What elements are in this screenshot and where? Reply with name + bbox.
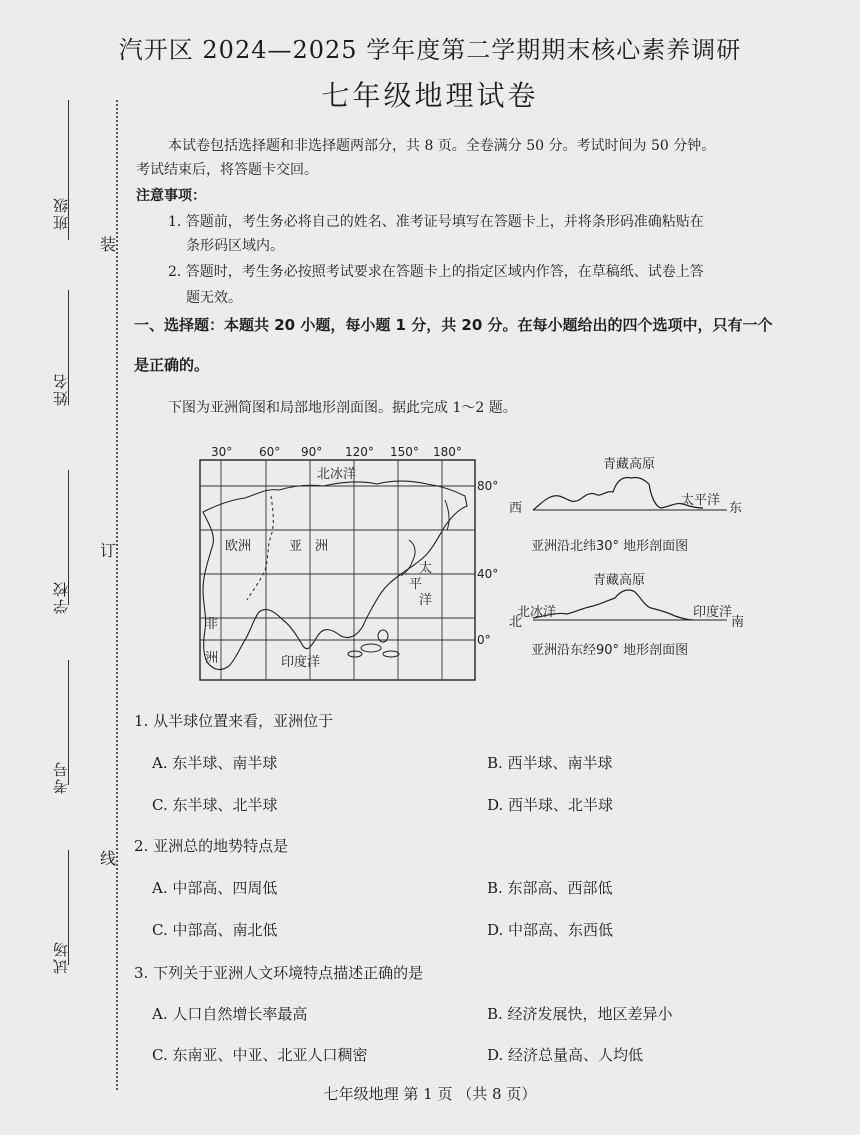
lon-label: 180° xyxy=(433,445,462,459)
notice-1b: 条形码区域内。 xyxy=(186,238,284,254)
lat-label: 0° xyxy=(477,633,491,647)
lon-label: 90° xyxy=(301,445,323,459)
profile2-indian-label: 印度洋 xyxy=(693,605,733,620)
intro-line-2: 考试结束后，将答题卡交回。 xyxy=(136,162,318,178)
notice-2a: 2. 答题时，考生务必按照考试要求在答题卡上的指定区域内作答，在草稿纸、试卷上答 xyxy=(168,264,704,280)
class-label: 班级 xyxy=(52,196,70,230)
profile-30n xyxy=(505,450,745,560)
notice-1a: 1. 答题前，考生务必将自己的姓名、准考证号填写在答题卡上，并将条形码准确粘贴在 xyxy=(168,214,704,230)
profile-90e xyxy=(505,568,750,668)
arctic-ocean-label: 北冰洋 xyxy=(317,467,357,482)
question-1-stem: 1. 从半球位置来看，亚洲位于 xyxy=(134,712,334,730)
intro-line-1: 本试卷包括选择题和非选择题两部分，共 8 页。全卷满分 50 分。考试时间为 50 分钟。 xyxy=(168,138,716,154)
question-1-option-d[interactable]: D. 西半球、北半球 xyxy=(487,796,614,814)
binding-mark-ding: 订 xyxy=(100,541,117,560)
indian-ocean-label: 印度洋 xyxy=(281,655,321,670)
question-1-option-a[interactable]: A. 东半球、南半球 xyxy=(152,754,278,772)
lat-label: 80° xyxy=(477,479,499,493)
section1-heading: 一、选择题：本题共 20 小题，每小题 1 分，共 20 分。在每小题给出的四个选项中，只有一个 xyxy=(134,316,773,334)
exam-subtitle: 七年级地理试卷 xyxy=(321,79,539,112)
profile2-arctic-label: 北冰洋 xyxy=(517,605,557,620)
pacific-label-1: 太 xyxy=(419,561,433,576)
binding-mark-xian: 线 xyxy=(100,849,117,868)
lon-label: 120° xyxy=(345,445,374,459)
pacific-label-2: 平 xyxy=(409,577,423,592)
exam-title: 汽开区 2024—2025 学年度第二学期期末核心素养调研 xyxy=(118,36,742,64)
lon-label: 150° xyxy=(390,445,419,459)
page-footer: 七年级地理 第 1 页 （共 8 页） xyxy=(323,1085,537,1103)
question-2-option-c[interactable]: C. 中部高、南北低 xyxy=(152,921,278,939)
school-label: 学校 xyxy=(52,580,70,614)
pacific-label-3: 洋 xyxy=(419,593,433,608)
lon-label: 30° xyxy=(211,445,233,459)
question-2-option-a[interactable]: A. 中部高、四周低 xyxy=(152,879,278,897)
profile2-north-label: 北 xyxy=(509,615,523,630)
asia-map xyxy=(195,440,505,690)
room-label: 试场 xyxy=(52,940,70,974)
binding-dotted-line xyxy=(116,100,118,1090)
question-3-option-d[interactable]: D. 经济总量高、人均低 xyxy=(487,1046,644,1064)
question-group-stem: 下图为亚洲简图和局部地形剖面图。据此完成 1～2 题。 xyxy=(168,400,517,416)
lon-label: 60° xyxy=(259,445,281,459)
asia-label-1: 亚 xyxy=(289,539,303,554)
question-2-option-b[interactable]: B. 东部高、西部低 xyxy=(487,879,613,897)
notice-2b: 题无效。 xyxy=(186,290,242,306)
profile1-ocean-label: 太平洋 xyxy=(681,493,721,508)
asia-label-2: 洲 xyxy=(315,539,329,554)
section1-heading-cont: 是正确的。 xyxy=(134,356,210,374)
japan-islands xyxy=(401,540,415,576)
europe-label: 欧洲 xyxy=(225,539,252,554)
question-2-option-d[interactable]: D. 中部高、东西低 xyxy=(487,921,614,939)
profile2-peak-label: 青藏高原 xyxy=(593,573,646,588)
question-2-stem: 2. 亚洲总的地势特点是 xyxy=(134,837,289,855)
profile1-terrain xyxy=(533,477,703,510)
profile2-terrain xyxy=(533,590,693,620)
name-label: 姓名 xyxy=(52,372,70,406)
profile2-south-label: 南 xyxy=(731,615,745,630)
question-3-option-a[interactable]: A. 人口自然增长率最高 xyxy=(152,1005,308,1023)
profile1-east-label: 东 xyxy=(729,501,743,516)
southeast-islands xyxy=(348,630,399,657)
lat-label: 40° xyxy=(477,567,499,581)
profile2-caption: 亚洲沿东经90° 地形剖面图 xyxy=(531,643,689,658)
africa-label-2: 洲 xyxy=(205,651,219,666)
africa-label-1: 非 xyxy=(205,617,219,632)
notice-title: 注意事项： xyxy=(136,188,206,204)
profile1-caption: 亚洲沿北纬30° 地形剖面图 xyxy=(531,539,689,554)
number-label: 考号 xyxy=(52,760,70,794)
binding-mark-zhuang: 装 xyxy=(100,235,117,254)
profile1-peak-label: 青藏高原 xyxy=(603,457,656,472)
question-3-option-c[interactable]: C. 东南亚、中亚、北亚人口稠密 xyxy=(152,1046,368,1064)
question-3-stem: 3. 下列关于亚洲人文环境特点描述正确的是 xyxy=(134,964,424,982)
profile1-west-label: 西 xyxy=(509,501,523,516)
question-1-option-b[interactable]: B. 西半球、南半球 xyxy=(487,754,613,772)
question-1-option-c[interactable]: C. 东半球、北半球 xyxy=(152,796,278,814)
question-3-option-b[interactable]: B. 经济发展快，地区差异小 xyxy=(487,1005,673,1023)
